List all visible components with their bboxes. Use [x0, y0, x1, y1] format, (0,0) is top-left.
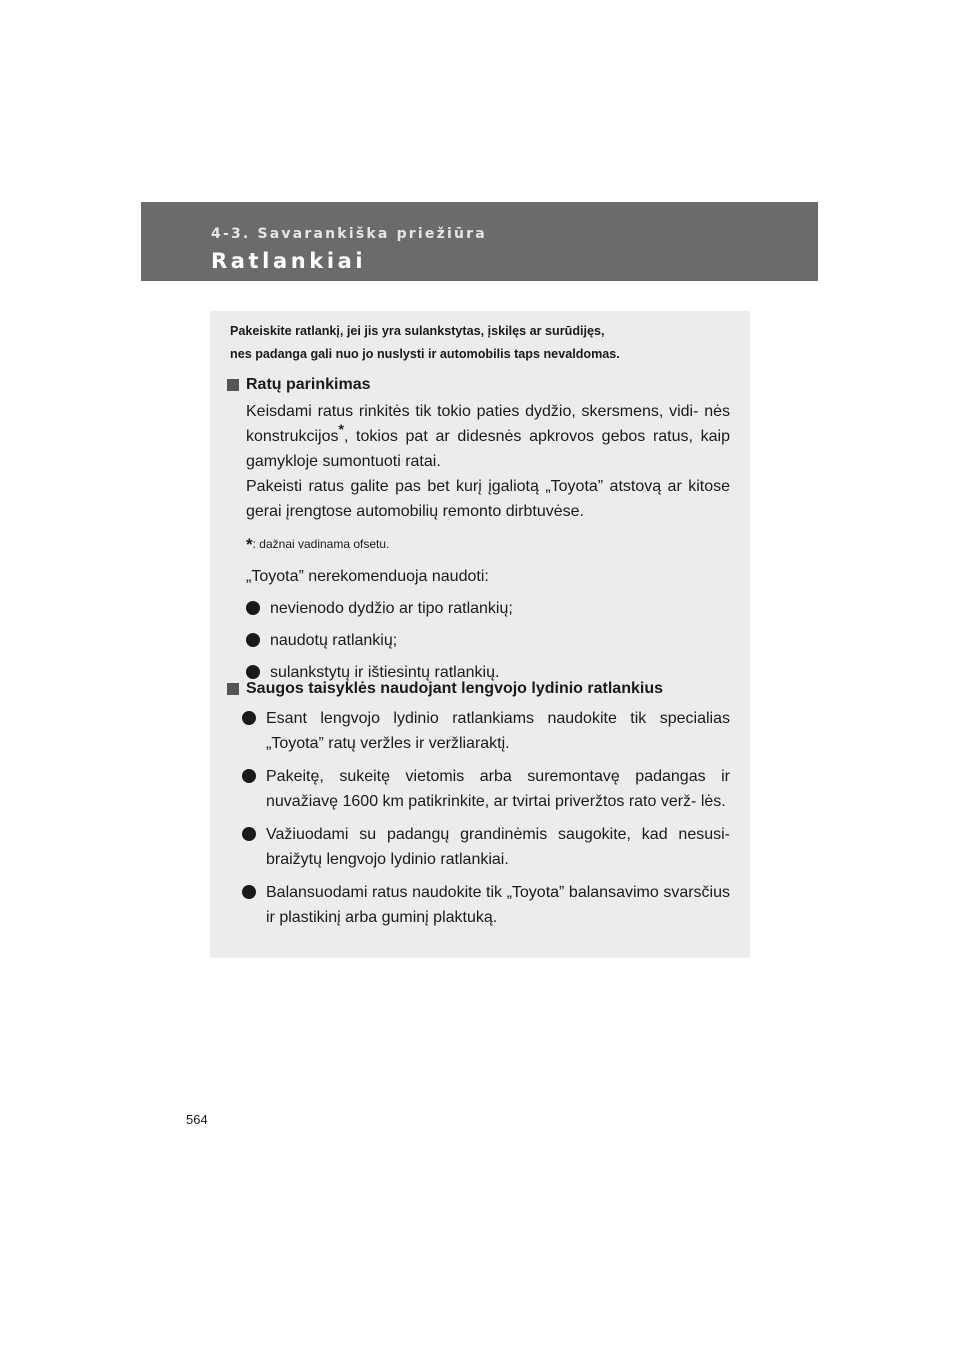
page-title: Ratlankiai [211, 249, 367, 273]
square-bullet-icon [227, 379, 239, 391]
footnote-asterisk: * [246, 535, 253, 554]
bullet-dot-icon [246, 633, 260, 647]
page-number: 564 [186, 1112, 208, 1127]
bullet-dot-icon [242, 827, 256, 841]
bullet-dot-icon [246, 665, 260, 679]
section-label: 4-3. Savarankiška priežiūra [211, 226, 487, 242]
wheel-selection-heading [226, 374, 730, 396]
list-item: Pakeitę, sukeitę vietomis arba suremontavę padangas ir nuvažiavę 1600 km patikrinkite, ar tvirtai priveržtos rato verž- lės. [242, 764, 730, 814]
alloy-safety-section [226, 678, 730, 930]
list-item: sulankstytų ir ištiesintų ratlankių. [246, 660, 730, 685]
warning-line-1: Pakeiskite ratlankį, jei jis yra sulankstytas, įskilęs ar surūdijęs, [230, 324, 605, 338]
bullet-dot-icon [242, 711, 256, 725]
square-bullet-icon [227, 683, 239, 695]
warning-line-2: nes padanga gali nuo jo nuslysti ir automobilis taps nevaldomas. [230, 347, 620, 361]
bullet-dot-icon [242, 769, 256, 783]
warning-text [230, 320, 730, 366]
wheel-selection-heading-text: Ratų parinkimas [246, 376, 371, 393]
list-item: Esant lengvojo lydinio ratlankiams naudokite tik specialias „Toyota” ratų veržles ir veržliaraktį. [242, 706, 730, 756]
section-header [141, 202, 818, 281]
wheel-selection-section [226, 374, 730, 685]
list-item: Važiuodami su padangų grandinėmis saugokite, kad nesusi- braižytų lengvojo lydinio ratlankiai. [242, 822, 730, 872]
caution-box [210, 311, 750, 958]
list-item: nevienodo dydžio ar tipo ratlankių; [246, 596, 730, 621]
alloy-safety-list [242, 706, 730, 930]
asterisk-marker: * [338, 421, 344, 437]
not-recommended-intro: „Toyota” nerekomenduoja naudoti: [246, 568, 489, 585]
paragraph-1-start: Keisdami ratus rinkitės tik tokio paties dydžio, skersmens, vidi- nės konstrukcijos [246, 403, 730, 445]
not-recommended-list [246, 596, 730, 685]
list-item: naudotų ratlankių; [246, 628, 730, 653]
list-item: Balansuodami ratus naudokite tik „Toyota” balansavimo svarsčius ir plastikinį arba guminį plaktuką. [242, 880, 730, 930]
paragraph-1-end: , tokios pat ar didesnės apkrovos gebos ratus, kaip gamykloje sumontuoti ratai. [246, 428, 730, 470]
wheel-selection-paragraph-2: Pakeisti ratus galite pas bet kurį įgaliotą „Toyota” atstovą ar kitose gerai įrengtose automobilių remonto dirbtuvėse. [246, 478, 730, 520]
alloy-safety-heading-text: Saugos taisyklės naudojant lengvojo lydinio ratlankius [246, 680, 663, 697]
bullet-dot-icon [246, 601, 260, 615]
bullet-dot-icon [242, 885, 256, 899]
footnote-text: : dažnai vadinama ofsetu. [252, 537, 390, 551]
footnote [246, 533, 730, 554]
alloy-safety-heading [226, 678, 730, 700]
wheel-selection-paragraph-1 [246, 399, 730, 474]
